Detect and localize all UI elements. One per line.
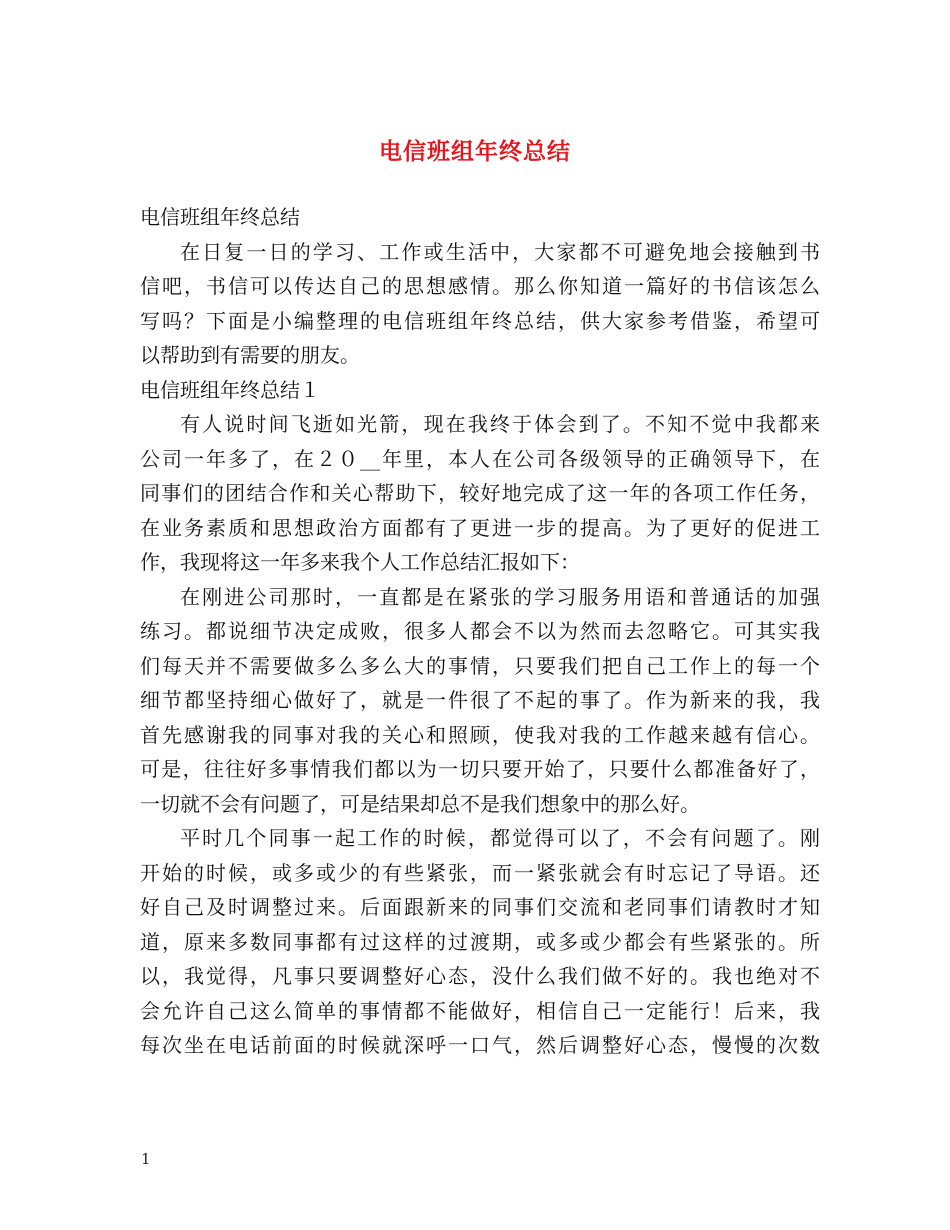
text-line: 每次坐在电话前面的时候就深呼一口气，然后调整好心态，慢慢的次数: [140, 1033, 820, 1057]
text-line: 会允许自己这么简单的事情都不能做好，相信自己一定能行！后来，我: [140, 998, 820, 1023]
text-line: 练习。都说细节决定成败，很多人都会不以为然而去忽略它。可其实我: [140, 619, 820, 643]
document-title: 电信班组年终总结: [379, 138, 571, 165]
text-line: 以，我觉得，凡事只要调整好心态，没什么我们做不好的。我也绝对不: [140, 964, 820, 988]
text-line: 有人说时间飞逝如光箭，现在我终于体会到了。不知不觉中我都来: [180, 412, 820, 436]
text-line: 一切就不会有问题了，可是结果却总不是我们想象中的那么好。: [140, 791, 700, 816]
text-line: 作，我现将这一年多来我个人工作总结汇报如下：: [140, 550, 580, 574]
text-line: 可是，往往好多事情我们都以为一切只要开始了，只要什么都准备好了，: [140, 757, 820, 781]
text-line: 在刚进公司那时，一直都是在紧张的学习服务用语和普通话的加强: [180, 584, 820, 609]
text-line: 同事们的团结合作和关心帮助下，较好地完成了这一年的各项工作任务，: [140, 481, 820, 505]
text-line: 在业务素质和思想政治方面都有了更进一步的提高。为了更好的促进工: [140, 515, 820, 540]
text-line: 开始的时候，或多或少的有些紧张，而一紧张就会有时忘记了导语。还: [140, 860, 820, 885]
text-line: 电信班组年终总结１: [140, 377, 320, 402]
text-line: 信吧，书信可以传达自己的思想感情。那么你知道一篇好的书信该怎么: [140, 274, 820, 298]
text-line: 公司一年多了，在２０__年里，本人在公司各级领导的正确领导下，在: [140, 446, 820, 471]
text-line: 以帮助到有需要的朋友。: [140, 343, 360, 367]
page-number: 1: [141, 1150, 151, 1168]
text-line: 们每天并不需要做多么多么大的事情，只要我们把自己工作上的每一个: [140, 653, 820, 678]
text-line: 写吗？下面是小编整理的电信班组年终总结，供大家参考借鉴，希望可: [140, 308, 820, 333]
text-line: 好自己及时调整过来。后面跟新来的同事们交流和老同事们请教时才知: [140, 895, 820, 919]
text-line: 首先感谢我的同事对我的关心和照顾，使我对我的工作越来越有信心。: [140, 722, 820, 747]
text-line: 细节都坚持细心做好了，就是一件很了不起的事了。作为新来的我，我: [140, 688, 820, 712]
document-body: [140, 200, 820, 1063]
text-line: 电信班组年终总结: [140, 205, 300, 229]
text-line: 平时几个同事一起工作的时候，都觉得可以了，不会有问题了。刚: [180, 826, 820, 850]
text-line: 道，原来多数同事都有过这样的过渡期，或多或少都会有些紧张的。所: [140, 929, 820, 954]
text-line: 在日复一日的学习、工作或生活中，大家都不可避免地会接触到书: [180, 239, 820, 264]
